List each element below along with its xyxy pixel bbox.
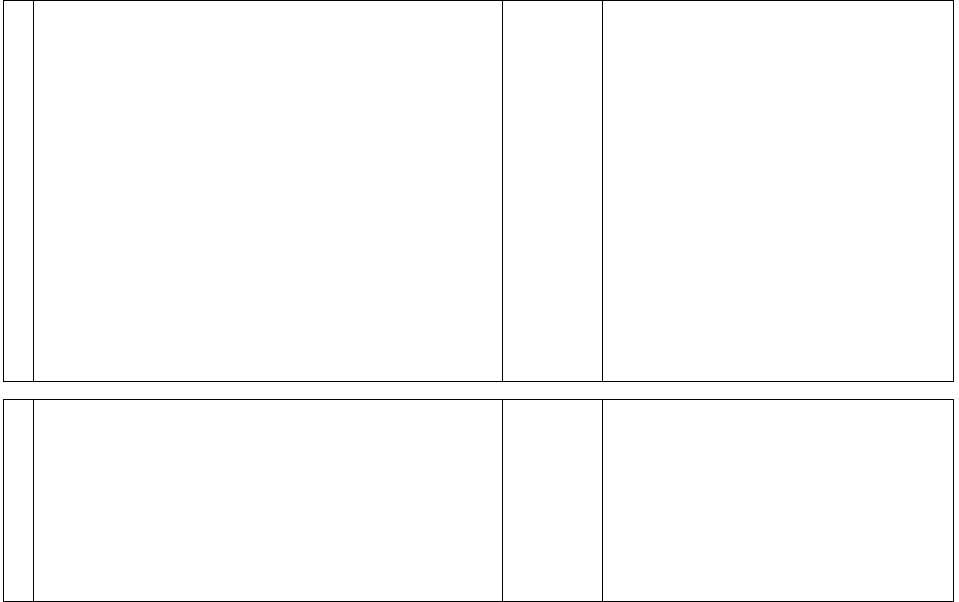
cell-item-description xyxy=(34,400,503,602)
table-gap xyxy=(4,382,954,400)
top-description-text xyxy=(34,1,502,7)
cell-top-description xyxy=(34,1,503,382)
table-row-top xyxy=(4,1,954,382)
cell-top-quantity xyxy=(503,1,603,382)
row-number xyxy=(4,400,34,602)
table-row-item-4 xyxy=(4,400,954,602)
cell-top-extra xyxy=(603,1,954,382)
spec-table xyxy=(3,0,954,602)
cell-top-number xyxy=(4,1,34,382)
item-quantity xyxy=(503,400,603,602)
cell-item-extra xyxy=(603,400,954,602)
